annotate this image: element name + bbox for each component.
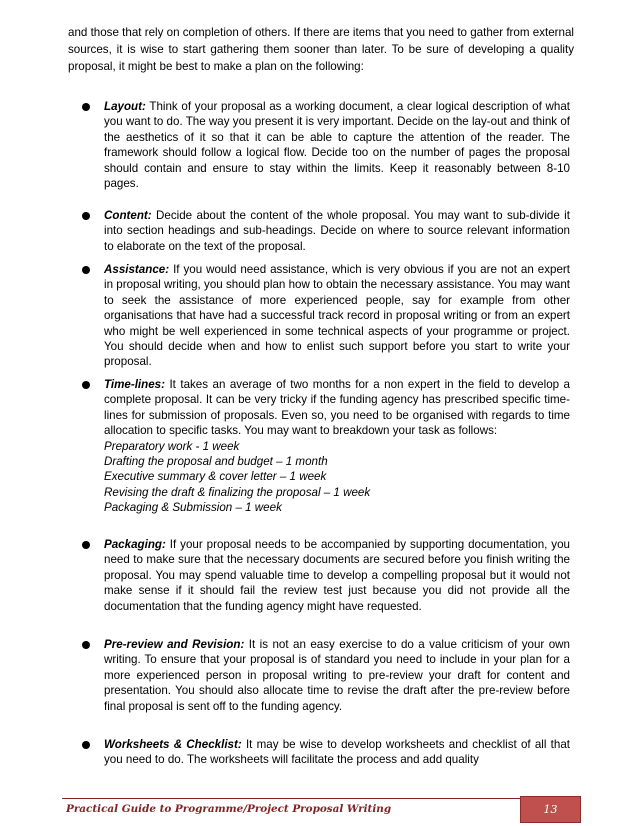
list-item-pre-review xyxy=(104,637,570,714)
list-item-packaging xyxy=(104,537,570,614)
bullet-icon xyxy=(82,741,90,749)
task-schedule xyxy=(104,439,570,516)
item-text: Think of your proposal as a working document, a clear logical description of what you want to do. The way you present it is very important. Decide on the lay-out and think of the aesthetics of it so that it can be able to capture the attention of the reader. The framework should follow a logical flow. Decide too on the number of pages the proposal should contain and ensure to stay within the limits. Keep it reasonably between 8-10 pages. xyxy=(104,100,570,191)
page-number-box xyxy=(520,796,581,823)
schedule-line: Packaging & Submission – 1 week xyxy=(104,501,282,515)
bullet-icon xyxy=(82,381,90,389)
item-text: It is not an easy exercise to do a value criticism of your own writing. To ensure that your proposal is of standard you need to include in your plan for a more experienced person in proposal writing to pre-review your draft for content and presentation. You should also allocate time to revise the draft after the pre-review before final proposal is sent off to the funding agency. xyxy=(104,638,570,713)
item-text: Decide about the content of the whole proposal. You may want to sub-divide it into section headings and sub-headings. Decide on where to source relevant information to elaborate on the text of the proposal. xyxy=(104,209,570,253)
item-text: If your proposal needs to be accompanied by supporting documentation, you need to make sure that the necessary documents are secured before you finish writing the proposal. You may spend valuable time to develop a compelling proposal but it would not make sense if it should fail the review test just because you did not provide all the documentation that the funding agency might have requested. xyxy=(104,538,570,613)
item-text: It may be wise to develop worksheets and checklist of all that you need to do. The worksheets will facilitate the process and add quality xyxy=(104,738,570,767)
schedule-line: Drafting the proposal and budget – 1 month xyxy=(104,455,328,469)
list-item-worksheets xyxy=(104,737,570,768)
item-text: If you would need assistance, which is very obvious if you are not an expert in proposal writing, you should plan how to obtain the necessary assistance. You may want to seek the assistance of more experienced people, say for example from other organisations that have had a successful track record in proposal writing or from an expert who might be well experienced in some technical aspects of your programme or project. You should decide when and how to enlist such support before you start to write your proposal. xyxy=(104,263,570,369)
list-item-layout xyxy=(104,99,570,191)
schedule-line: Revising the draft & finalizing the proposal – 1 week xyxy=(104,485,371,499)
schedule-line: Preparatory work - 1 week xyxy=(104,439,240,453)
page-number: 13 xyxy=(543,803,558,816)
bullet-icon xyxy=(82,541,90,549)
schedule-line: Executive summary & cover letter – 1 week xyxy=(104,470,327,484)
list-item-time-lines xyxy=(104,377,570,516)
bullet-icon xyxy=(82,266,90,274)
footer-divider xyxy=(62,798,581,799)
item-heading: Content: xyxy=(104,209,152,222)
item-heading: Packaging: xyxy=(104,538,166,551)
item-heading: Layout: xyxy=(104,100,146,113)
item-heading: Assistance: xyxy=(104,263,170,276)
bullet-icon xyxy=(82,641,90,649)
footer-title: Practical Guide to Programme/Project Proposal Writing xyxy=(66,803,392,815)
bullet-icon xyxy=(82,103,90,111)
item-heading: Pre-review and Revision: xyxy=(104,638,245,651)
item-heading: Time-lines: xyxy=(104,378,165,391)
item-text: It takes an average of two months for a non expert in the field to develop a complete proposal. It can be very tricky if the funding agency has prescribed specific time-lines for submission of proposals. Even so, you need to be organised with regards to time allocation to specific tasks. You may want to breakdown your task as follows: xyxy=(104,378,570,438)
bullet-icon xyxy=(82,212,90,220)
intro-paragraph: and those that rely on completion of others. If there are items that you need to gather from external sources, it is wise to start gathering them sooner than later. To be sure of developing a quality proposal, it might be best to make a plan on the following: xyxy=(68,26,574,74)
item-heading: Worksheets & Checklist: xyxy=(104,738,242,751)
list-item-content xyxy=(104,208,570,254)
list-item-assistance xyxy=(104,262,570,370)
